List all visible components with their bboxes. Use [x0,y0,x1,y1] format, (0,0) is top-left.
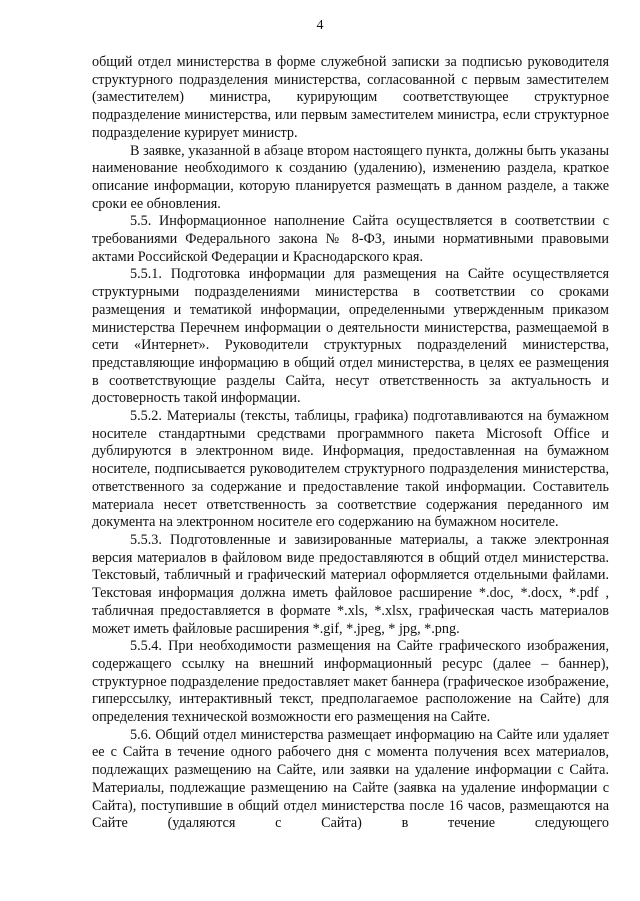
paragraph-request-contents: В заявке, указанной в абзаце втором настоящего пункта, должны быть указаны наименование необходимого к созданию (удалению), изменению раздела, краткое описание информации, которую планируется размещать в данном разделе, а также сроки ее обновления. [92,142,609,212]
paragraph-continuation: общий отдел министерства в форме служебной записки за подписью руководителя структурного подразделения министерства, согласованной с первым заместителем (заместителем) министра, курирующим соответствующее структурное подразделение министерства, или первым заместителем министра, если структурное подразделение курирует министр. [92,54,609,141]
paragraph-clause-5-5-4: 5.5.4. При необходимости размещения на Сайте графического изображения, содержащего ссылку на внешний информационный ресурс (далее – баннер), структурное подразделение предоставляет макет баннера (графическое изображение, гиперссылку, интерактивный текст, предполагаемое расположение на Сайте) для определения технической возможности его размещения на Сайте. [92,638,609,726]
paragraph-clause-5-6: 5.6. Общий отдел министерства размещает информацию на Сайте или удаляет ее с Сайта в течение одного рабочего дня с момента получения всех материалов, подлежащих размещению на Сайте, или заявки на удаление информации с Сайта. Материалы, подлежащие размещению на Сайте (заявка на удаление информации с Сайта), поступившие в общий отдел министерства после 16 часов, размещаются на Сайте (удаляются с Сайта) в течение следующего [92,726,609,832]
page-number: 4 [316,18,324,33]
paragraph-clause-5-5-1: 5.5.1. Подготовка информации для размещения на Сайте осуществляется структурными подразделениями министерства в соответствии со сроками размещения и тематикой информации, определенными утвержденным приказом министерства Перечнем информации о деятельности министерства, размещаемой в сети «Интернет». Руководители структурных подразделений министерства, представляющие информацию в общий отдел министерства, в целях ее размещения в соответствующие разделы Сайта, несут ответственность за актуальность и достоверность такой информации. [92,266,609,407]
paragraph-clause-5-5-2: 5.5.2. Материалы (тексты, таблицы, графика) подготавливаются на бумажном носителе стандартными средствами программного пакета Microsoft Office и дублируются в электронном виде. Информация, предоставленная на бумажном носителе, подписывается руководителем структурного подразделения министерства, ответственного за содержание и предоставление такой информации. Составитель материала несет ответственность за соответствие содержания переданного им документа на электронном носителе его содержанию на бумажном носителе. [92,408,609,531]
paragraph-clause-5-5-3: 5.5.3. Подготовленные и завизированные материалы, а также электронная версия материалов в файловом виде предоставляются в общий отдел министерства. Текстовый, табличный и графический материал оформляется отдельными файлами. Текстовая информация должна иметь файловое расширение *.doc, *.docx, *.pdf , табличная предоставляется в формате *.xls, *.xlsx, графическая часть материалов может иметь файловые расширения *.gif, *.jpeg, * jpg, *.png. [92,531,609,637]
document-body [92,54,609,833]
paragraph-clause-5-5: 5.5. Информационное наполнение Сайта осуществляется в соответствии с требованиями Федерального закона № 8-ФЗ, иными нормативными правовыми актами Российской Федерации и Краснодарского края. [92,213,609,265]
